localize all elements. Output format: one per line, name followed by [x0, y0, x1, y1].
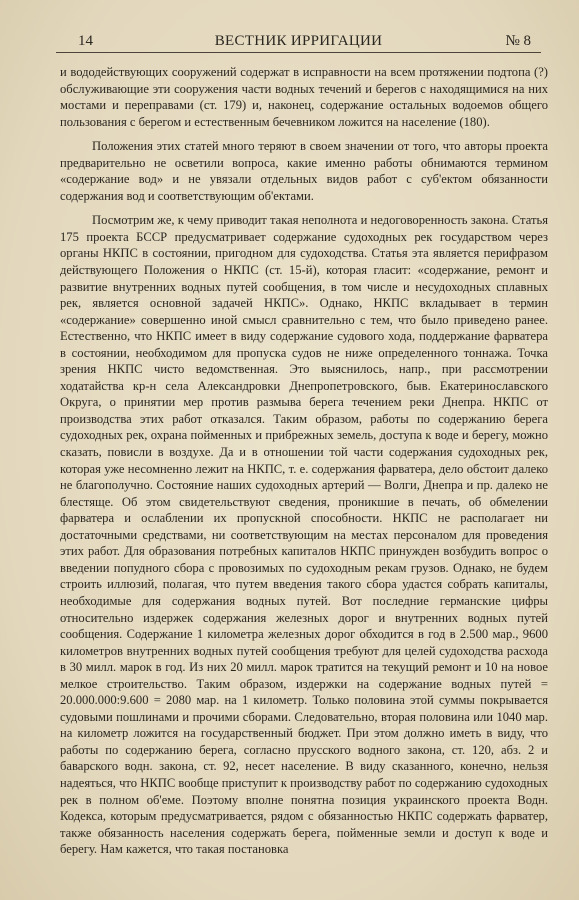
journal-title: ВЕСТНИК ИРРИГАЦИИ [214, 33, 383, 49]
issue-number: № 8 [505, 33, 531, 49]
page-number: 14 [78, 33, 93, 49]
paragraph-continuation: и вододействующих сооружений содержат в исправности на всем протяжении подтопа (?) обслуживающие эти сооружения части водных течений и берегов с находящимися на них мостами и переправами (ст. 179) и, наконец, содержание остальных водоемов общего пользования с берегом и естественным бечевником ложится на население (180). [60, 65, 548, 129]
article-body [60, 64, 548, 858]
paragraph: Положения этих статей много теряют в своем значении от того, что авторы проекта предварительно не осветили вопроса, какие именно работы обнимаются термином «содержание вод» и не увязали отдельных видов работ с суб'ектом обязанности содержания вод и соответствующим об'ектами. [60, 139, 548, 203]
paragraph: Посмотрим же, к чему приводит такая неполнота и недоговоренность закона. Статья 175 проекта БССР предусматривает содержание судоходных рек государством через органы НКПС в состоянии, пригодном для судоходства. Статья эта является перифразом действующего Положения о НКПС (ст. 15-й), которая гласит: «содержание, ремонт и развитие внутренних водных путей сообщения, в том числе и несудоходных сплавных рек, является основной задачей НКПС». Однако, НКПС вкладывает в термин «содержание» совершенно иной смысл сравнительно с тем, что было приведено ранее. Естественно, что НКПС имеет в виду содержание судового хода, поддержание фарватера в состоянии, необходимом для пропуска судов не ниже определенного тоннажа. Точка зрения НКПС чисто ведомственная. Это выяснилось, напр., при рассмотрении ходатайства кр-н села Александровки Днепропетровского, быв. Екатеринославского Округа, о принятии мер против размыва берега течением реки Днепра. НКПС от производства этих работ отказался. Таким образом, работы по содержанию берега судоходных рек, охрана пойменных и прибрежных земель, доступа к воде и берегу, можно сказать, повисли в воздухе. Да и в отношении той части содержания судоходных рек, которая уже несомненно лежит на НКПС, т. е. содержания фарватера, дело обстоит далеко не благополучно. Состояние наших судоходных артерий — Волги, Днепра и пр. далеко не блестяще. Об этом свидетельствуют сведения, проникшие в печать, об обмелении фарватера и ослаблении их пропускной способности. НКПС не располагает ни достаточными средствами, ни соответствующим на местах персоналом для проведения этих работ. Для образования потребных капиталов НКПС принужден возбудить вопрос о введении попудного сбора с провозимых по судоходным рекам грузов. Однако, не будем строить иллюзий, полагая, что путем введения такого сбора удастся собрать капиталы, необходимые для содержания водных путей. Вот последние германские цифры относительно издержек содержания железных дорог и внутренних водных путей сообщения. Содержание 1 километра железных дорог обходится в год в 2.500 мар., 9600 километров внутренних водных путей сообщения требуют для целей судоходства расхода в 30 милл. марок в год. Из них 20 милл. марок тратится на текущий ремонт и 10 на новое мелкое строительство. Таким образом, издержки на содержание водных путей = 20.000.000:9.600 = 2080 мар. на 1 километр. Только половина этой суммы покрывается судовыми пошлинами и прочими сборами. Следовательно, вторая половина или 1040 мар. на километр ложится на государственный бюджет. При этом должно иметь в виду, что работы по содержанию берега, согласно прусского водного закона, ст. 120, абз. 2 и баварского водн. закона, ст. 92, несет население. В виду сказанного, конечно, нельзя надеяться, что НКПС вообще приступит к производству работ по содержанию судоходных рек в полном об'еме. Поэтому вполне понятна позиция украинского проекта Водн. Кодекса, которым предусматривается, рядом с обязанностью НКПС содержать фарватер, также обязанность населения содержать берега, пойменные земли и доступ к воде и берегу. Нам кажется, что такая постановка [60, 213, 548, 857]
running-header [56, 30, 541, 53]
